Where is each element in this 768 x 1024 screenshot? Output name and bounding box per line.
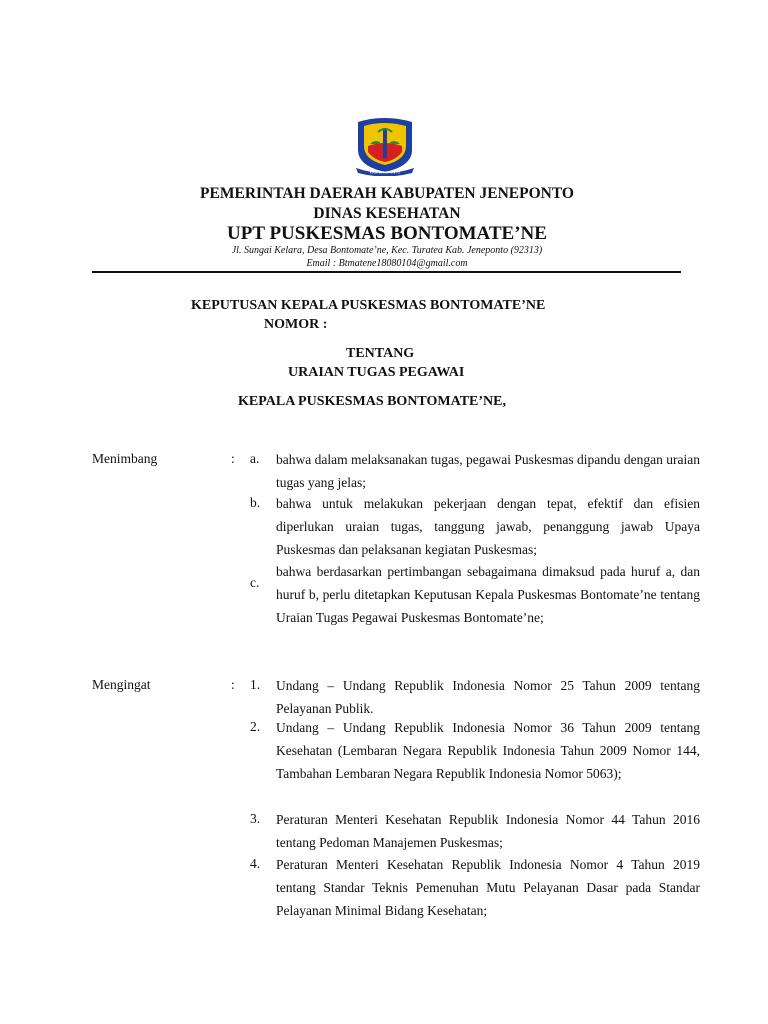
section-colon: : <box>231 677 235 692</box>
letterhead-puskesmas: UPT PUSKESMAS BONTOMATE’NE <box>227 223 547 244</box>
list-item: bahwa berdasarkan pertimbangan sebagaimana dimaksud pada huruf a, dan huruf b, perlu ditetapkan Keputusan Kepala Puskesmas Bontomate’ne tentang Uraian Tugas Pegawai Puskesmas Bontomate’ne; <box>276 564 700 625</box>
list-item: bahwa dalam melaksanakan tugas, pegawai Puskesmas dipandu dengan uraian tugas yang jelas; <box>276 452 700 490</box>
decree-number: NOMOR : <box>264 317 328 332</box>
list-item: Peraturan Menteri Kesehatan Republik Indonesia Nomor 4 Tahun 2019 tentang Standar Teknis Pemenuhan Mutu Pelayanan Dasar pada Standar Pelayanan Minimal Bidang Kesehatan; <box>276 857 700 918</box>
list-marker: a. <box>250 451 260 466</box>
list-item: Peraturan Menteri Kesehatan Republik Indonesia Nomor 44 Tahun 2016 tentang Pedoman Manajemen Puskesmas; <box>276 812 700 850</box>
decree-official: KEPALA PUSKESMAS BONTOMATE’NE, <box>238 394 506 409</box>
list-marker: 4. <box>250 856 261 871</box>
section-label-mengingat: Mengingat <box>92 677 151 692</box>
list-marker: c. <box>250 575 260 590</box>
letterhead-divider <box>92 271 681 273</box>
list-marker: b. <box>250 495 261 510</box>
list-item: Undang – Undang Republik Indonesia Nomor 36 Tahun 2009 tentang Kesehatan (Lembaran Negara Republik Indonesia Tahun 2009 Nomor 144, Tambahan Lembaran Negara Republik Indonesia Nomor 5063); <box>276 720 700 781</box>
section-label-menimbang: Menimbang <box>92 451 158 466</box>
letterhead-email: Email : Btmatene18080104@gmail.com <box>306 258 468 269</box>
list-item: Undang – Undang Republik Indonesia Nomor 25 Tahun 2009 tentang Pelayanan Publik. <box>276 678 700 716</box>
decree-subject: URAIAN TUGAS PEGAWAI <box>288 365 465 380</box>
list-item: bahwa untuk melakukan pekerjaan dengan tepat, efektif dan efisien diperlukan uraian tugas, tanggung jawab, penanggung jawab Upaya Puskesmas dan pelaksanan kegiatan Puskesmas; <box>276 496 700 557</box>
letterhead-address: Jl. Sungai Kelara, Desa Bontomate’ne, Kec. Turatea Kab. Jeneponto (92313) <box>231 245 543 256</box>
list-marker: 1. <box>250 677 261 692</box>
letterhead-department: DINAS KESEHATAN <box>313 205 461 222</box>
list-marker: 3. <box>250 811 261 826</box>
logo-label: KAB. JENEPONTO <box>369 170 401 175</box>
section-colon: : <box>231 451 235 466</box>
decree-title: KEPUTUSAN KEPALA PUSKESMAS BONTOMATE’NE <box>191 298 546 313</box>
kabupaten-jeneponto-logo <box>352 116 418 176</box>
decree-about: TENTANG <box>346 346 415 361</box>
list-marker: 2. <box>250 719 261 734</box>
letterhead-government: PEMERINTAH DAERAH KABUPATEN JENEPONTO <box>200 185 574 202</box>
